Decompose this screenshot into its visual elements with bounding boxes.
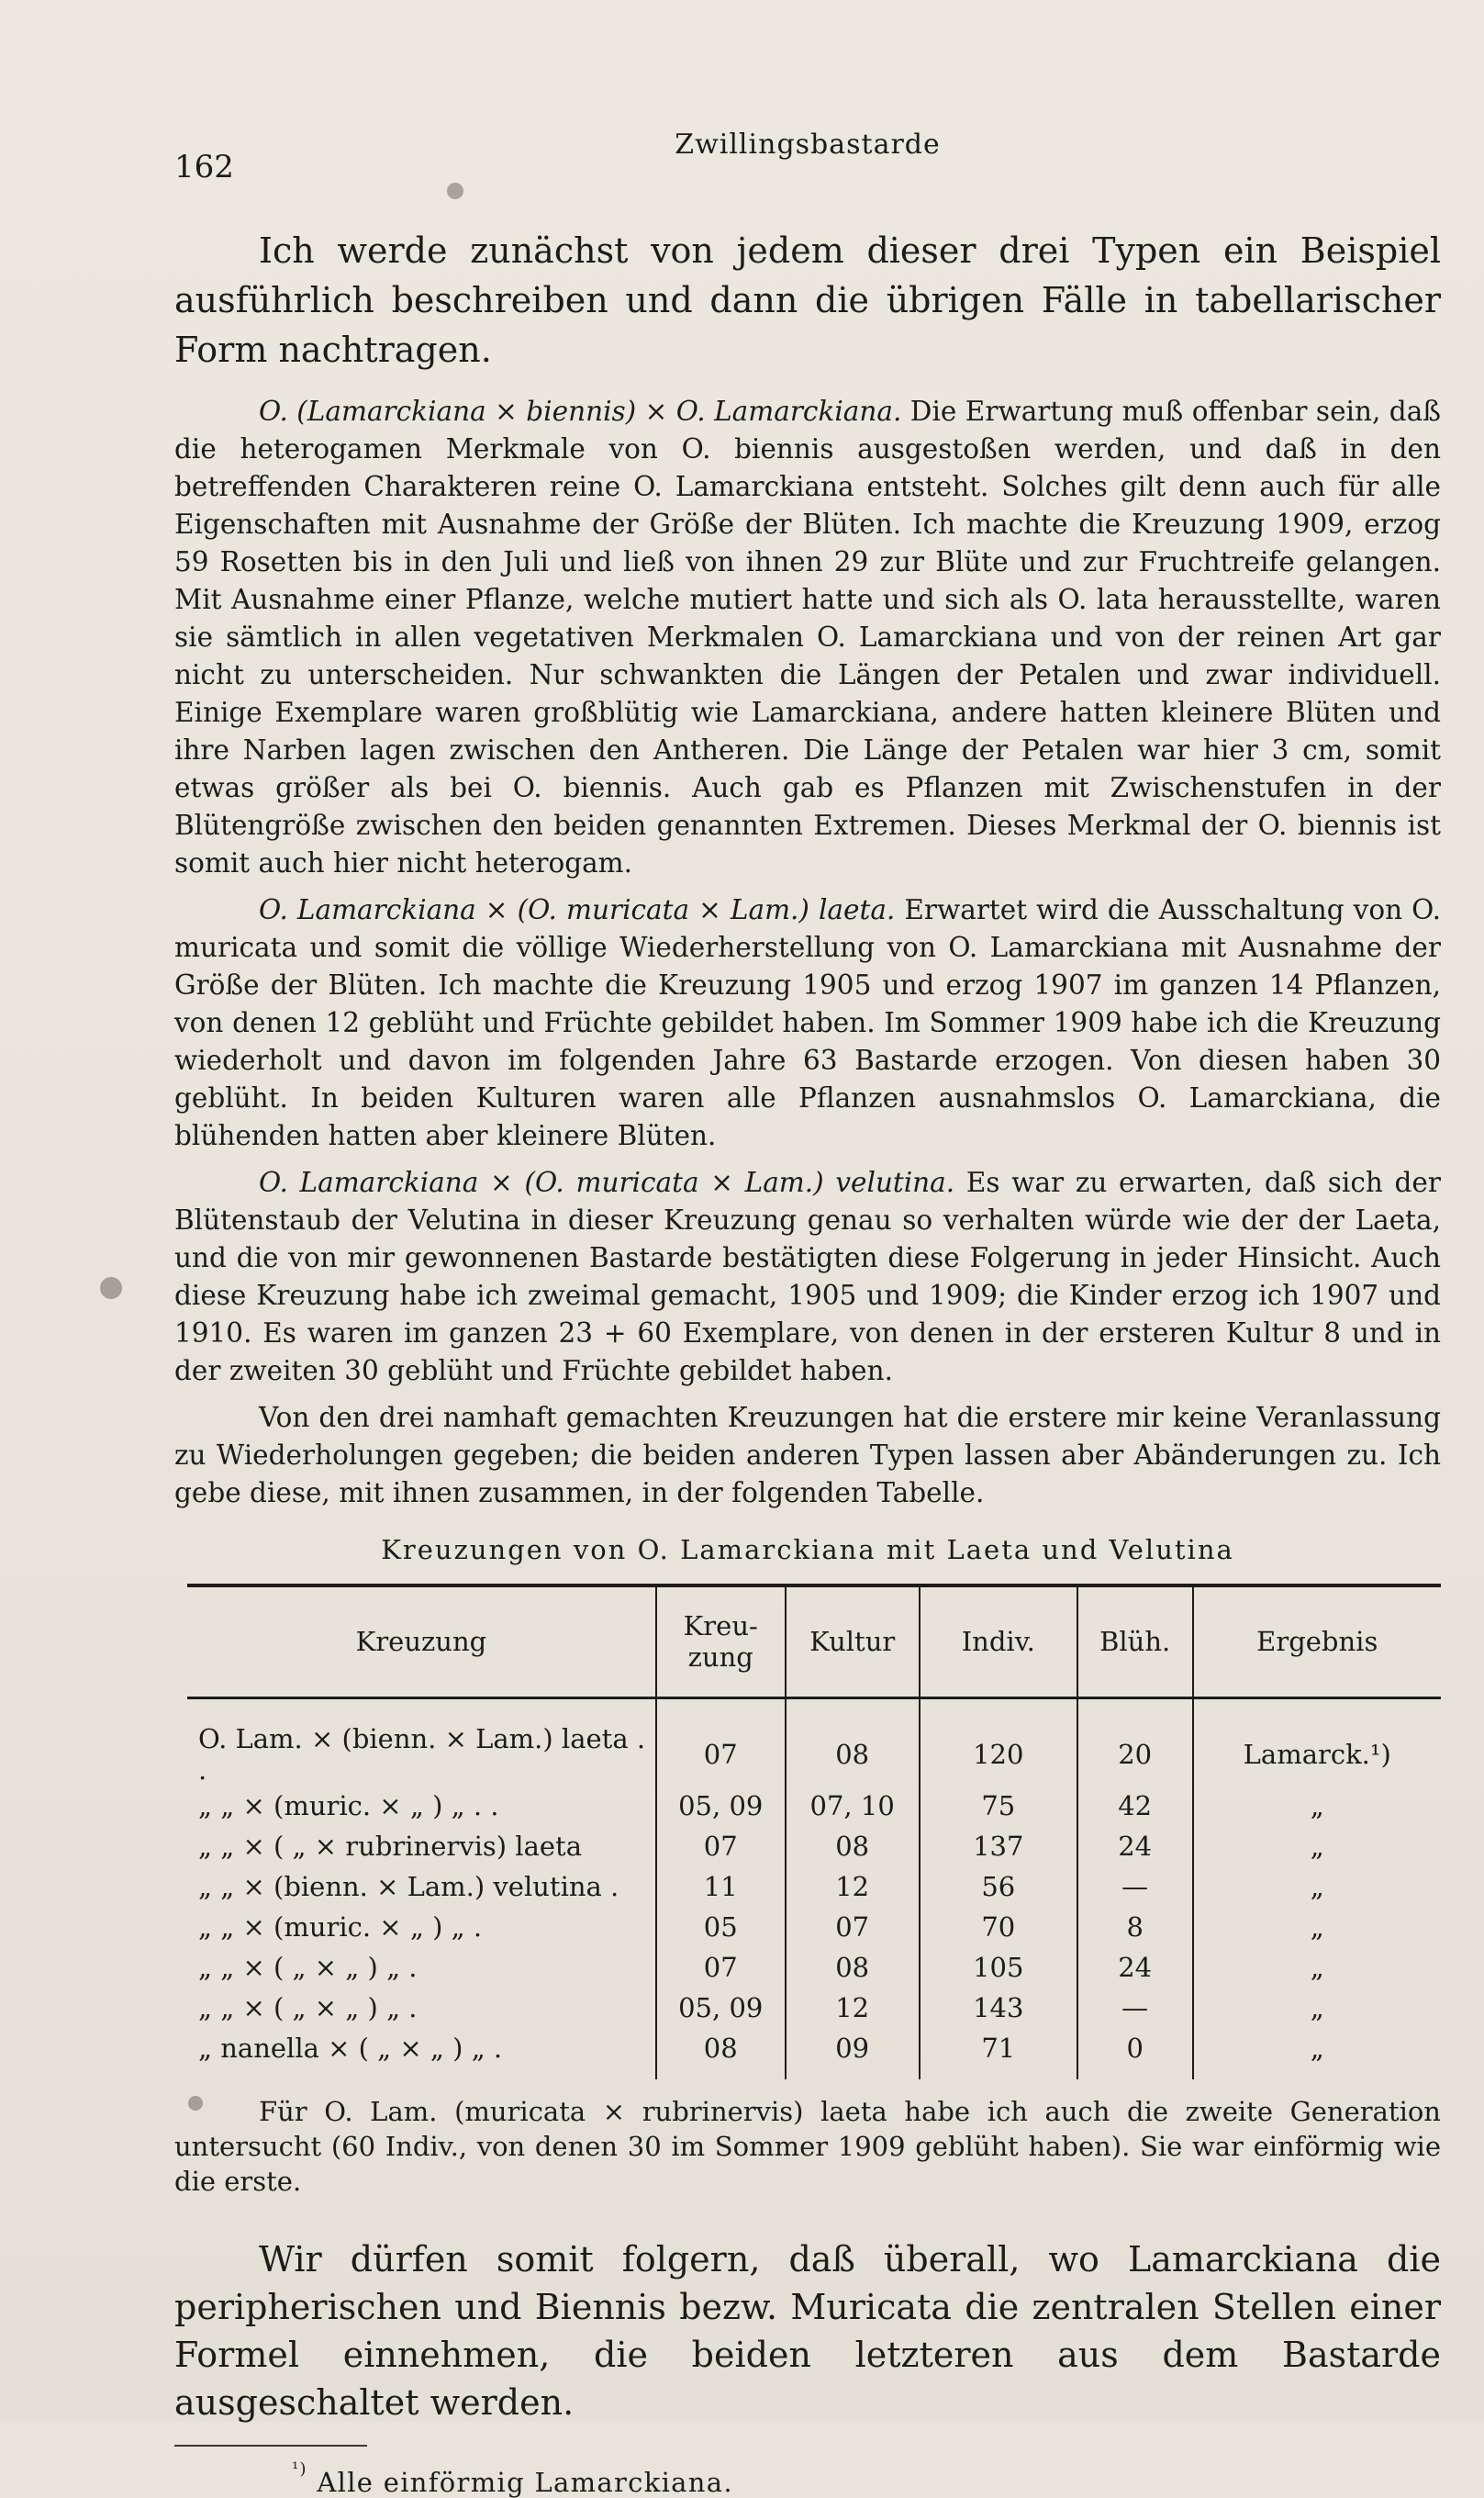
header-kultur: Kultur	[786, 1585, 920, 1697]
section-1-text: Die Erwartung muß offenbar sein, daß die heterogamen Merkmale von O. biennis ausgestoßen werden, und daß in den betreffenden Charakteren reine O. Lamarckiana entsteht. Solches gilt denn auch für alle Eigenschaften mit Ausnahme der Größe der Blüten. Ich machte die Kreuzung 1909, erzog 59 Rosetten bis in den Juli und ließ von ihnen 29 zur Blüte und zur Fruchtreife gelangen. Mit Ausnahme einer Pflanze, welche mutiert hatte und sich als O. lata herausstellte, waren sie sämtlich in allen vegetativen Merkmalen O. Lamarckiana und von der reinen Art gar nicht zu unterscheiden. Nur schwankten die Längen der Petalen und zwar individuell. Einige Exemplare waren großblütig wie Lamarckiana, andere hatten kleinere Blüten und ihre Narben lagen zwischen den Antheren. Die Länge der Petalen war hier 3 cm, somit etwas größer als bei O. biennis. Auch gab es Pflanzen mit Zwischenstufen in der Blütengröße zwischen den beiden genannten Extremen. Dieses Merkmal der O. biennis ist somit auch hier nicht heterogam.	[174, 396, 1441, 879]
cell-indiv: 71	[920, 2028, 1077, 2079]
cell-ergebnis: „	[1193, 1988, 1441, 2028]
section-2-heading: O. Lamarckiana × (O. muricata × Lam.) laeta.	[259, 894, 896, 925]
cell-ergebnis: „	[1193, 1947, 1441, 1988]
section-3	[174, 1164, 1441, 1390]
cell-indiv: 143	[920, 1988, 1077, 2028]
header-bluh: Blüh.	[1077, 1585, 1193, 1697]
page-header	[174, 110, 1441, 184]
cell-bluh: 8	[1077, 1907, 1193, 1947]
cell-ergebnis: „	[1193, 1826, 1441, 1866]
cell-bluh: 20	[1077, 1697, 1193, 1786]
cell-indiv: 70	[920, 1907, 1077, 1947]
cell-kultur: 09	[786, 2028, 920, 2079]
footnote-marker: ¹)	[292, 2459, 307, 2479]
cell-kreuzung: „ „ × (muric. × „ ) „ . .	[198, 1789, 499, 1821]
table-row	[187, 1907, 1441, 1947]
cell-kultur: 12	[786, 1866, 920, 1907]
section-2-text: Erwartet wird die Ausschaltung von O. muricata und somit die völlige Wiederherstellung von O. Lamarckiana mit Ausnahme der Größe der Blüten. Ich machte die Kreuzung 1905 und erzog 1907 im ganzen 14 Pflanzen, von denen 12 geblüht und Früchte gebildet haben. Im Sommer 1909 habe ich die Kreuzung wiederholt und davon im folgenden Jahre 63 Bastarde erzogen. Von diesen haben 30 geblüht. In beiden Kulturen waren alle Pflanzen ausnahmslos O. Lamarckiana, die blühenden hatten aber kleinere Blüten.	[174, 894, 1441, 1151]
cell-kreuz-year: 07	[656, 1697, 786, 1786]
cell-kreuzung: „ „ × ( „ × „ ) „ .	[198, 1951, 418, 1983]
cell-indiv: 105	[920, 1947, 1077, 1988]
cell-indiv: 75	[920, 1786, 1077, 1826]
page-number: 162	[174, 149, 234, 185]
table-row	[187, 2028, 1441, 2079]
section-3-heading: O. Lamarckiana × (O. muricata × Lam.) velutina.	[259, 1167, 955, 1198]
table-row	[187, 1988, 1441, 2028]
cell-kreuzung: O. Lam. × (bienn. × Lam.) laeta . .	[198, 1722, 646, 1786]
table-note: Für O. Lam. (muricata × rubrinervis) laeta habe ich auch die zweite Generation untersucht (60 Indiv., von denen 30 im Sommer 1909 geblüht haben). Sie war einförmig wie die erste.	[174, 2095, 1441, 2197]
cell-bluh: —	[1077, 1866, 1193, 1907]
cell-kreuz-year: 07	[656, 1947, 786, 1988]
ink-spot	[100, 1277, 122, 1299]
cell-kreuzung: „ „ × ( „ × „ ) „ .	[198, 1991, 418, 2023]
section-1	[174, 393, 1441, 882]
header-kreu-zung	[656, 1585, 786, 1697]
cell-bluh: 24	[1077, 1826, 1193, 1866]
cross-table-wrapper	[187, 1584, 1441, 2079]
table-title: Kreuzungen von O. Lamarckiana mit Laeta und Velutina	[381, 1534, 1234, 1565]
page-content	[174, 110, 1441, 2498]
header-kreuzung: Kreuzung	[187, 1585, 656, 1697]
footnote	[292, 2459, 1441, 2498]
table-row	[187, 1947, 1441, 1988]
running-head: Zwillingsbastarde	[675, 129, 941, 161]
cell-kultur: 08	[786, 1947, 920, 1988]
cell-ergebnis: „	[1193, 1907, 1441, 1947]
footnote-text: Alle einförmig Lamarckiana.	[317, 2466, 733, 2498]
footnote-rule	[174, 2445, 367, 2447]
section-4-text: Von den drei namhaft gemachten Kreuzungen hat die erstere mir keine Veranlassung zu Wiederholungen gegeben; die beiden anderen Typen lassen aber Abänderungen zu. Ich gebe diese, mit ihnen zusammen, in der folgenden Tabelle.	[174, 1402, 1441, 1508]
cell-bluh: 24	[1077, 1947, 1193, 1988]
table-row	[187, 1697, 1441, 1786]
cell-kultur: 08	[786, 1697, 920, 1786]
header-kreu-line-2: zung	[687, 1641, 753, 1674]
header-indiv: Indiv.	[920, 1585, 1077, 1697]
cell-kultur: 12	[786, 1988, 920, 2028]
cell-kreuz-year: 05	[656, 1907, 786, 1947]
cross-table	[187, 1584, 1441, 2079]
table-row	[187, 1826, 1441, 1866]
table-row	[187, 1866, 1441, 1907]
cell-bluh: —	[1077, 1988, 1193, 2028]
cell-kreuzung: „ „ × (bienn. × Lam.) velutina .	[198, 1870, 619, 1902]
section-2	[174, 891, 1441, 1155]
cell-kreuzung: „ nanella × ( „ × „ ) „ .	[198, 2032, 503, 2064]
cell-kultur: 08	[786, 1826, 920, 1866]
cell-kreuz-year: 05, 09	[656, 1988, 786, 2028]
cell-bluh: 42	[1077, 1786, 1193, 1826]
cell-ergebnis: „	[1193, 1866, 1441, 1907]
section-1-heading: O. (Lamarckiana × biennis) × O. Lamarckiana.	[259, 396, 902, 427]
conclusion-paragraph: Wir dürfen somit folgern, daß überall, wo Lamarckiana die peripherischen und Biennis bezw. Muricata die zentralen Stellen einer Formel einnehmen, die beiden letzteren aus dem Bastarde ausgeschaltet werden.	[174, 2238, 1441, 2423]
cell-kreuz-year: 08	[656, 2028, 786, 2079]
table-header-row	[187, 1585, 1441, 1697]
cell-kultur: 07	[786, 1907, 920, 1947]
intro-paragraph: Ich werde zunächst von jedem dieser drei Typen ein Beispiel ausführlich beschreiben und dann die übrigen Fälle in tabellarischer Form nachtragen.	[174, 230, 1441, 370]
cell-ergebnis: „	[1193, 2028, 1441, 2079]
cell-kreuzung: „ „ × ( „ × rubrinervis) laeta	[198, 1830, 582, 1862]
cell-indiv: 137	[920, 1826, 1077, 1866]
cell-indiv: 56	[920, 1866, 1077, 1907]
cell-kreuz-year: 11	[656, 1866, 786, 1907]
section-4	[174, 1399, 1441, 1512]
header-ergebnis: Ergebnis	[1193, 1585, 1441, 1697]
cell-indiv: 120	[920, 1697, 1077, 1786]
cell-kreuz-year: 07	[656, 1826, 786, 1866]
section-3-text: Es war zu erwarten, daß sich der Blütenstaub der Velutina in dieser Kreuzung genau so verhalten würde wie der der Laeta, und die von mir gewonnenen Bastarde bestätigten diese Folgerung in jeder Hinsicht. Auch diese Kreuzung habe ich zweimal gemacht, 1905 und 1909; die Kinder erzog ich 1907 und 1910. Es waren im ganzen 23 + 60 Exemplare, von denen in der ersteren Kultur 8 und in der zweiten 30 geblüht und Früchte gebildet haben.	[174, 1167, 1441, 1386]
cell-ergebnis: „	[1193, 1786, 1441, 1826]
cell-ergebnis: Lamarck.¹)	[1193, 1697, 1441, 1786]
cell-kultur: 07, 10	[786, 1786, 920, 1826]
table-row	[187, 1786, 1441, 1826]
header-kreu-line-1: Kreu-	[683, 1610, 758, 1642]
cell-kreuzung: „ „ × (muric. × „ ) „ .	[198, 1910, 483, 1943]
cell-kreuz-year: 05, 09	[656, 1786, 786, 1826]
cell-bluh: 0	[1077, 2028, 1193, 2079]
